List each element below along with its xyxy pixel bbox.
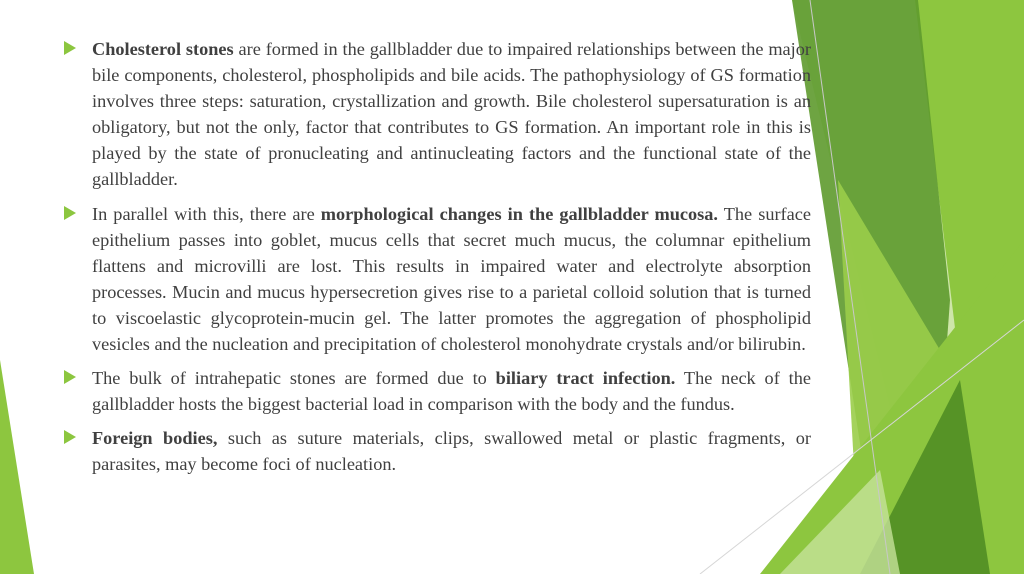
text-run: The neck of the gallbladder hosts the biggest bacterial load in comparison with the body and the fundus. bbox=[92, 368, 811, 415]
text-run: are formed in the gallbladder due to impaired relationships between the major bile components, cholesterol, phospholipids and bile acids. The pathophysiology of GS formation involves three steps: saturation, crystallization and growth. Bile cholesterol supersaturation is an obligatory, but not the only, factor that contributes to GS formation. An important role in this is played by the state of pronucleating and antinucleating factors and the functional state of the gallbladder. bbox=[92, 39, 811, 190]
text-run: In parallel with this, there are bbox=[92, 203, 321, 224]
slide-body bbox=[64, 36, 811, 486]
text-run: The bulk of intrahepatic stones are formed due to bbox=[92, 368, 496, 389]
triangle-right-icon bbox=[64, 41, 76, 55]
bold-phrase: morphological changes in the gallbladder mucosa. bbox=[320, 203, 718, 224]
bold-phrase: Cholesterol stones bbox=[92, 39, 234, 59]
bold-phrase: biliary tract infection. bbox=[495, 368, 676, 389]
triangle-right-icon bbox=[64, 206, 76, 220]
bullet-item bbox=[64, 425, 811, 477]
bullet-text bbox=[92, 36, 811, 193]
bullet-item bbox=[64, 365, 811, 417]
left-edge-shape bbox=[0, 360, 34, 574]
bullet-text bbox=[92, 365, 811, 417]
bullet-text bbox=[92, 425, 811, 477]
triangle-right-icon bbox=[64, 370, 76, 384]
bullet-item bbox=[64, 201, 811, 358]
triangle-right-icon bbox=[64, 430, 76, 444]
bullet-item bbox=[64, 36, 811, 193]
bold-phrase: Foreign bodies, bbox=[92, 428, 218, 449]
text-run: such as suture materials, clips, swallowed metal or plastic fragments, or parasites, may become foci of nucleation. bbox=[92, 428, 811, 475]
text-run: The surface epithelium passes into goblet, mucus cells that secret much mucus, the columnar epithelium flattens and microvilli are lost. This results in impaired water and electrolyte absorption processes. Mucin and mucus hypersecretion gives rise to a parietal colloid solution that is turned to viscoelastic glycoprotein-mucin gel. The latter promotes the aggregation of phospholipid vesicles and the nucleation and precipitation of cholesterol monohydrate crystals and/or bilirubin. bbox=[92, 203, 811, 355]
bullet-text bbox=[92, 201, 811, 358]
